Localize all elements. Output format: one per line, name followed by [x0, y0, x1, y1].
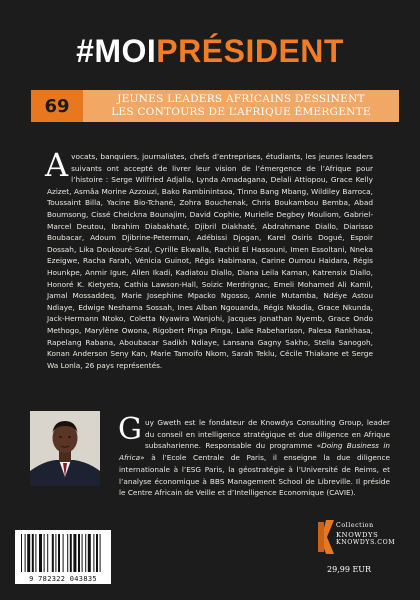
intro-text: vocats, banquiers, journalistes, chefs d’entreprises, étudiants, les jeunes leaders suivants ont accepté de livrer leur vision de l’émergence de l’Afrique pour l’histoire : Serge Wilfried Adjalla, Lynda Amadagana, Delali Attiopou, Grace Kelly Azizet, Asmâa Morine Azzouzi, Bako Rambinintsoa, Tinno Bang Mbang, Wildiley Barroca, Toussaint Billa, Yacine Bio-Tchané, Zohra Bouchenak, Chris Boukambou Bemba, Abad Boumsong, Cissé Cheickna Bounajim, David Cophie, Murielle Degbey Mouliom, Gabriel-Marcel Deutou, Ibrahim Diabakhaté, Djibril Diakhaté, Abdrahmane Diallo, Diarisso Boubacar, Adoum Djibrine-Peterman, Adébissi Djogan, Karel Osiris Dogué, Espoir Dossah, Lika Doukouré-Szal, Cyrille Ekwalla, Rachid El Hassouni, Imen Essoltani, Nneka Ezeigwe, Racha Farah, Vénicia Guinot, Régis Habimana, Carine Oumou Haidara, Régis Hounkpe, Anmir Igue, Allen Ikadi, Kadiatou Diallo, Diana Leila Kaman, Katrensix Diallo, Honoré K. Kietyeta, Cathia Lawson-Hall, Soizic Merdrignac, Emeli Mohamed Ali Kamil, Jamal Mossaddeq, Marie Josephine Mpacko Ngosso, Annie Mutamba, Ndéye Astou Ndiaye, Edwige Neshama Sossah, Ines Alban Ngouanda, Régis Nkodia, Grace Nkunda, Jack-Hermann Ntoko, Coletta Nyawira Wanjohi, Jacques Jonathan Nyemb, Grace Ondo Methogo, Marylène Owona, Rigobert Pinga Pinga, Lalie Rabeharison, Palesa Rankhasa, Rapelang Rabana, Aboubacar Sadikh Ndiaye, Lansana Gagny Sakho, Stella Sanogoh, Konan Anderson Seny Kan, Marie Tamoifo Nkom, Sarah Teklu, Cécile Thiakane et Serge Wa Lonla, 26 pays représentés.: [47, 152, 373, 370]
intro-paragraph: [45, 146, 373, 371]
author-bio: [118, 412, 391, 499]
logo-knowdys: KNOWDYS: [336, 530, 379, 539]
logo-website: KNOWDYS.COM: [336, 539, 396, 547]
intro-dropcap: A: [45, 146, 69, 184]
title-prefix: #MOI: [76, 33, 157, 69]
bio-text-2: » à l’Ecole Centrale de Paris, il enseigne la due diligence internationale à l’ESG Paris, la géostratégie à l’Université de Reims, et l’analyse économique à BBS Management School de Libreville. Il préside le Centre Africain de Veille et d’Intelligence Economique (CAVIE).: [119, 453, 390, 498]
title-highlight: PRÉSIDENT: [156, 33, 344, 69]
price: 29,99 EUR: [327, 565, 372, 574]
logo-collection: Collection: [336, 522, 374, 529]
bio-program-title: Doing Business in Africa: [119, 441, 391, 463]
author-photo: [30, 411, 100, 486]
barcode-icon: [15, 530, 111, 574]
subtitle-line-1: JEUNES LEADERS AFRICAINS DESSINENT: [117, 93, 365, 105]
subtitle-line-2: LES CONTOURS DE L’AFRIQUE ÉMERGENTE: [111, 106, 371, 118]
publisher-logo: [318, 522, 400, 552]
leader-count: 69: [31, 90, 83, 122]
subtitle: [83, 90, 399, 122]
bio-text-1: uy Gweth est le fondateur de Knowdys Consulting Group, leader du conseil en intelligence stratégique et due diligence en Afrique subsaharienne. Responsable du programme «: [144, 418, 390, 451]
subtitle-band: [31, 90, 399, 122]
book-title: [0, 33, 420, 70]
knowdys-k-icon: [318, 520, 334, 554]
isbn-digits: 9 782322 043835: [29, 575, 97, 583]
bio-dropcap: G: [118, 412, 142, 447]
isbn-barcode: [15, 530, 111, 584]
